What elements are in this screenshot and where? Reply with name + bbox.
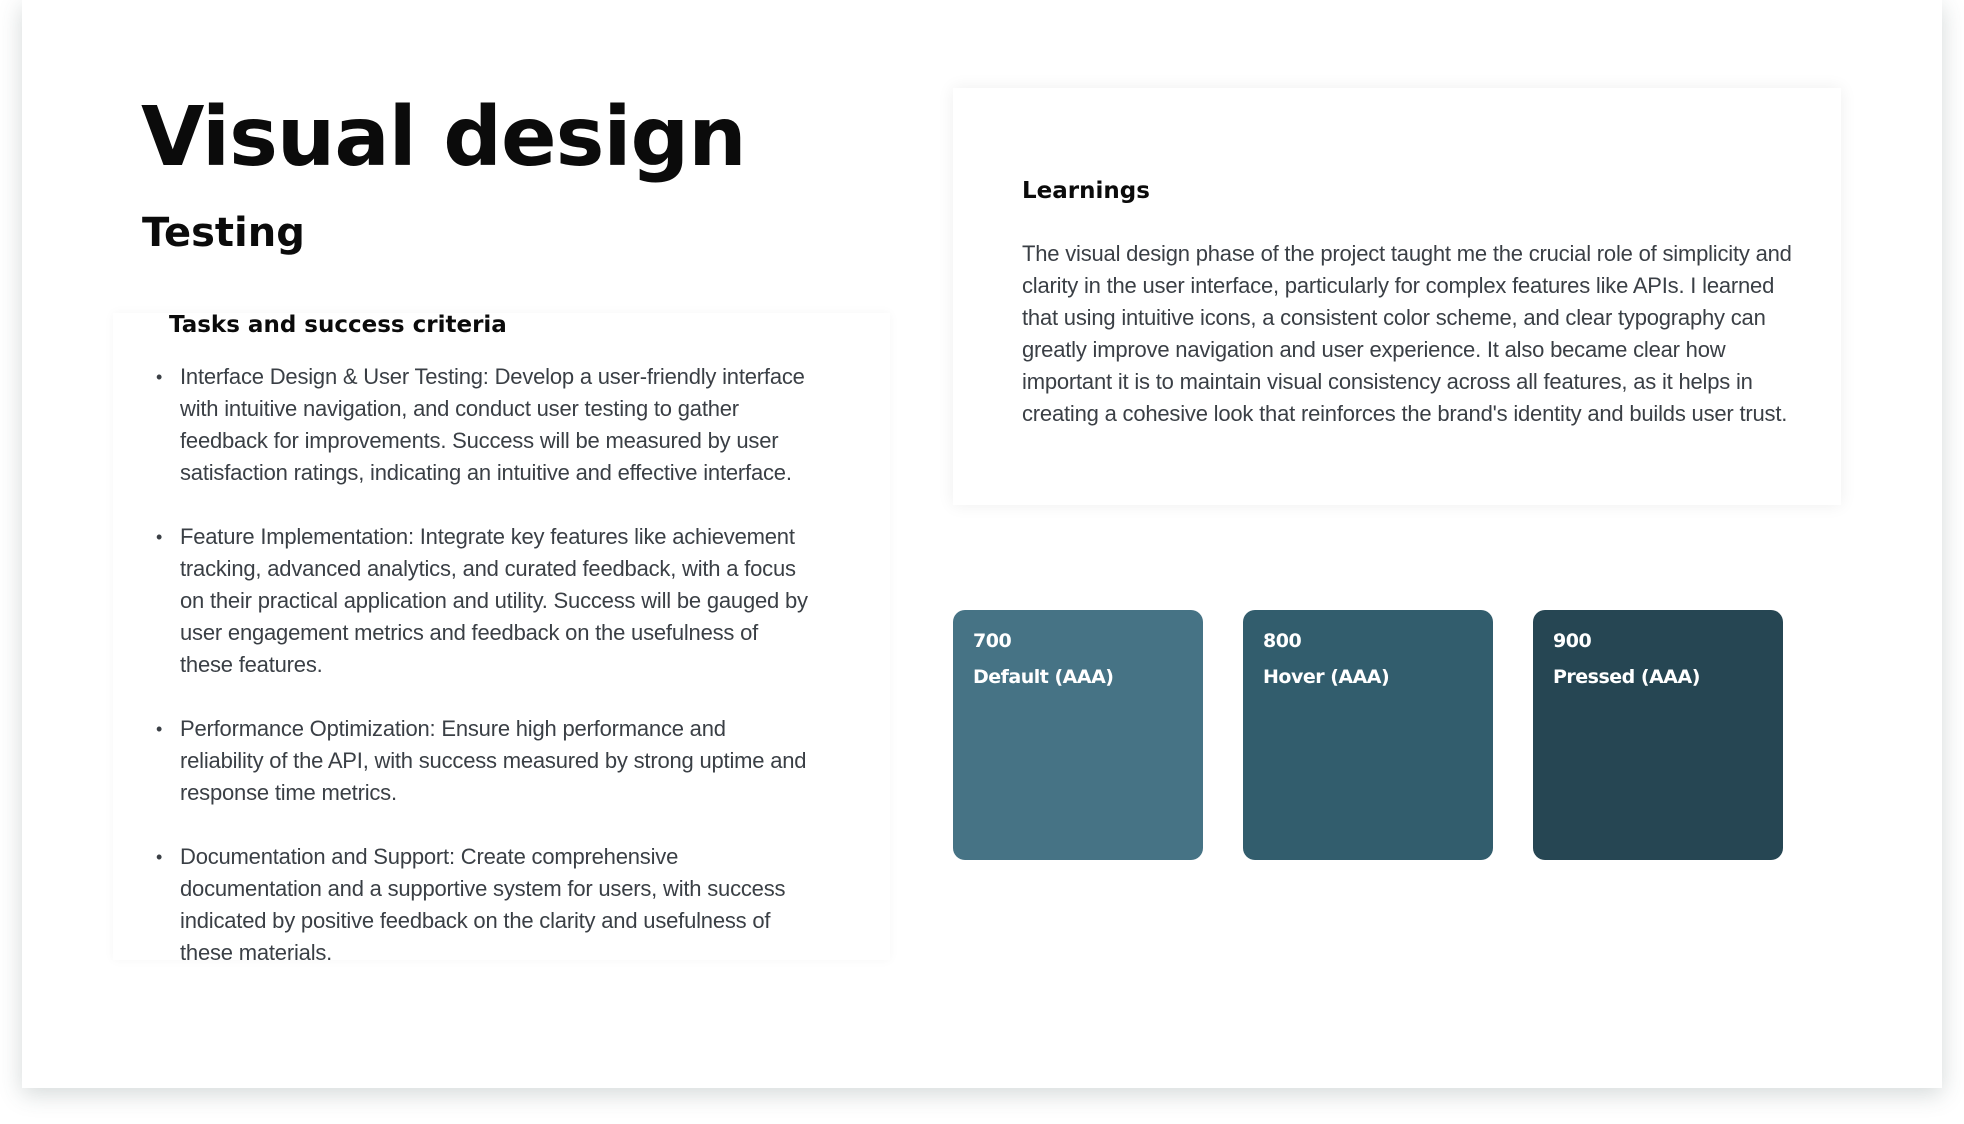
color-swatch-900 [1533, 610, 1783, 860]
list-item [153, 361, 813, 489]
swatch-label: Default (AAA) [973, 666, 1114, 688]
bullet-icon: • [155, 847, 163, 867]
list-item [153, 713, 813, 809]
slide [22, 0, 1942, 1088]
tasks-heading: Tasks and success criteria [169, 312, 507, 338]
page-subtitle: Testing [142, 210, 305, 256]
swatch-number: 700 [973, 630, 1012, 652]
task-text: Documentation and Support: Create comprehensive documentation and a supportive system for users, with success indicated by positive feedback on the clarity and usefulness of these materials. [180, 844, 786, 965]
page-title: Visual design [141, 90, 746, 185]
color-swatch-700 [953, 610, 1203, 860]
task-text: Interface Design & User Testing: Develop a user-friendly interface with intuitive navigation, and conduct user testing to gather feedback for improvements. Success will be measured by user satisfaction ratings, indicating an intuitive and effective interface. [180, 364, 805, 485]
learnings-heading: Learnings [1022, 178, 1150, 204]
learnings-card [953, 88, 1841, 505]
swatch-label: Hover (AAA) [1263, 666, 1390, 688]
list-item [153, 521, 813, 681]
swatch-number: 800 [1263, 630, 1302, 652]
tasks-list [153, 361, 813, 1001]
tasks-card [113, 312, 890, 965]
bullet-icon: • [155, 527, 163, 547]
color-swatch-800 [1243, 610, 1493, 860]
swatch-number: 900 [1553, 630, 1592, 652]
bullet-icon: • [155, 719, 163, 739]
task-text: Feature Implementation: Integrate key features like achievement tracking, advanced analytics, and curated feedback, with a focus on their practical application and utility. Success will be gauged by user engagement metrics and feedback on the usefulness of these features. [180, 524, 808, 677]
learnings-body: The visual design phase of the project taught me the crucial role of simplicity and clarity in the user interface, particularly for complex features like APIs. I learned that using intuitive icons, a consistent color scheme, and clear typography can greatly improve navigation and user experience. It also became clear how important it is to maintain visual consistency across all features, as it helps in creating a cohesive look that reinforces the brand's identity and builds user trust. [1022, 241, 1792, 426]
task-text: Performance Optimization: Ensure high performance and reliability of the API, with success measured by strong uptime and response time metrics. [180, 716, 807, 805]
swatch-label: Pressed (AAA) [1553, 666, 1700, 688]
bullet-icon: • [155, 367, 163, 387]
list-item [153, 841, 813, 969]
